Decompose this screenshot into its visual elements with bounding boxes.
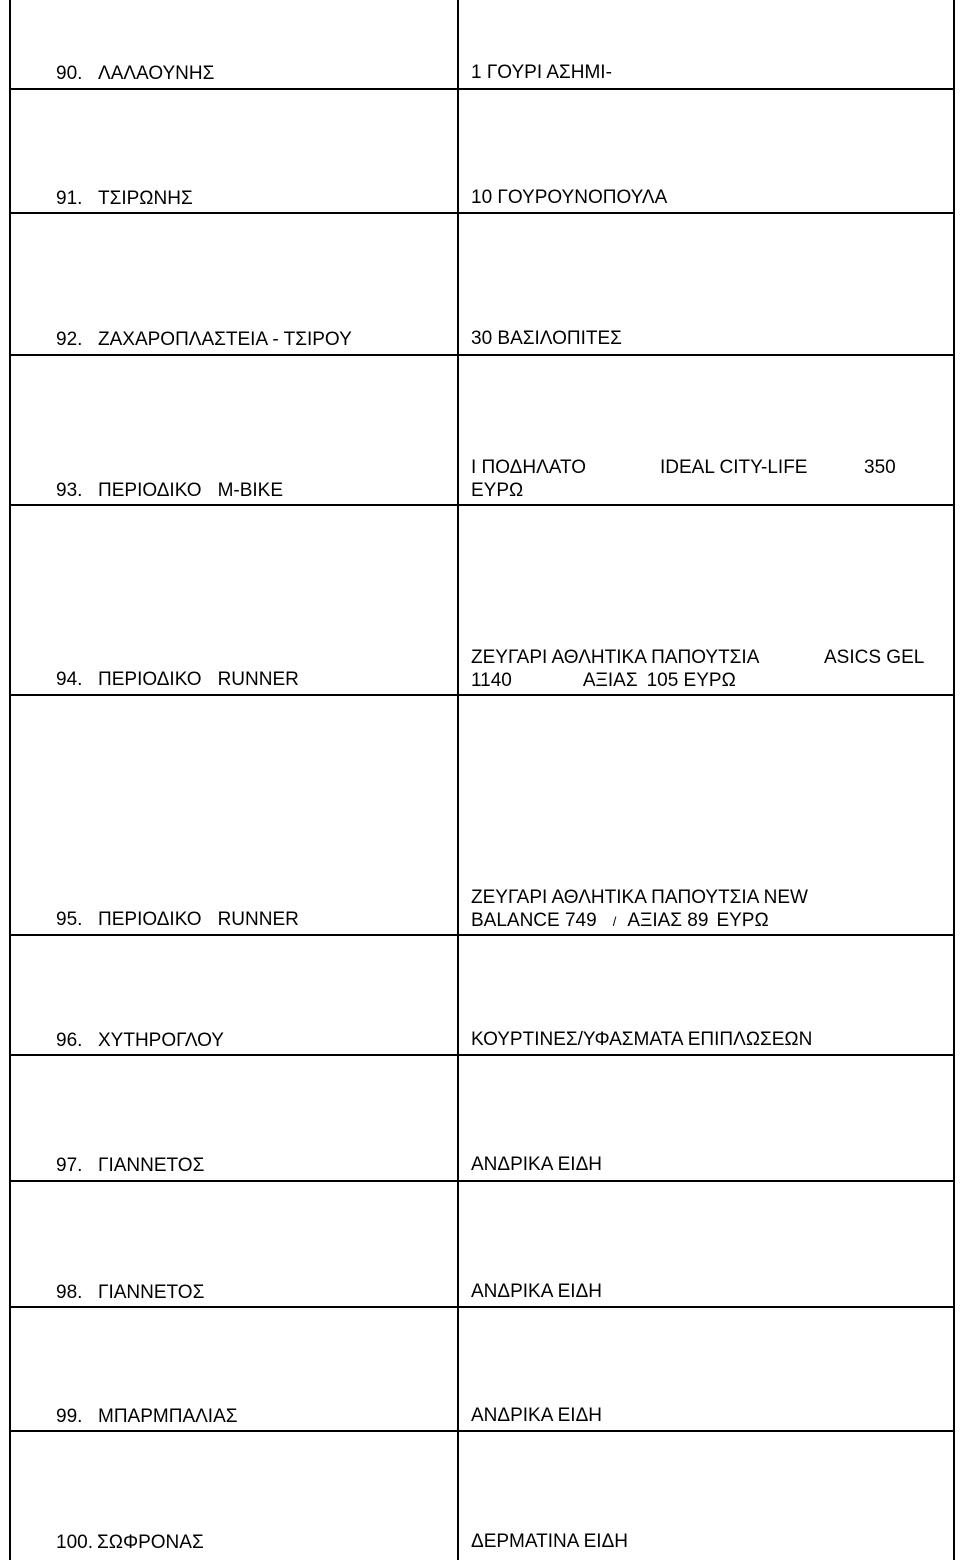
row-divider [9,1430,955,1432]
donor-name: ΧΥΤΗΡΟΓΛΟΥ [98,1030,224,1051]
donor-name [98,909,299,931]
donor-name-part: ΠΕΡΙΟΔΙΚΟ [98,669,202,690]
donation-description: 10 ΓΟΥΡΟΥΝΟΠΟΥΛΑ [471,187,668,208]
donor-name: ΜΠΑΡΜΠΑΛΙΑΣ [98,1406,238,1427]
description-part: BALANCE 749 [471,910,597,931]
description-line-2: ΕΥΡΩ [471,480,524,501]
description-line-2 [471,909,808,933]
table-border-left [9,0,11,1560]
entry-number: 99. [56,1406,83,1427]
donation-description: ΔΕΡΜΑΤΙΝΑ ΕΙΔΗ [471,1531,629,1552]
donation-description: ΚΟΥΡΤΙΝΕΣ/ΥΦΑΣΜΑΤΑ ΕΠΙΠΛΩΣΕΩΝ [471,1029,813,1050]
donation-description: ΑΝΔΡΙΚΑ ΕΙΔΗ [471,1281,602,1302]
donor-name [98,480,283,502]
entry-number: 98. [56,1282,83,1303]
description-part: 1140 [471,670,512,691]
description-part: ASICS GEL [824,647,925,668]
donor-name-part: M-BIKE [217,480,284,501]
description-part: ΑΞΙΑΣ [582,670,638,691]
donor-name-part: ΠΕΡΙΟΔΙΚΟ [98,909,202,930]
donation-description: 30 ΒΑΣΙΛΟΠΙΤΕΣ [471,328,622,349]
row-divider [9,504,955,506]
donor-name-part: RUNNER [217,669,299,690]
description-part: ΕΥΡΩ [716,910,769,931]
donor-name: ΖΑΧΑΡΟΠΛΑΣΤΕΙΑ - ΤΣΙΡΟΥ [98,329,352,350]
row-divider [9,212,955,214]
entry-number: 92. [56,329,83,350]
donor-name: ΓΙΑΝΝΕΤΟΣ [98,1155,205,1176]
donor-name: ΛΑΛΑΟΥΝΗΣ [98,63,215,84]
donor-name-part: RUNNER [217,909,299,930]
row-divider [9,694,955,696]
description-part: / [612,914,617,929]
table-border-middle [457,0,459,1560]
donation-description [471,886,808,933]
description-part: ΑΞΙΑΣ 89 [627,910,709,931]
row-divider [9,1054,955,1056]
row-divider [9,354,955,356]
description-part: ΖΕΥΓΑΡΙ ΑΘΛΗΤΙΚΑ ΠΑΠΟΥΤΣΙΑ [471,647,760,668]
entry-number: 95. [56,909,83,930]
entry-number: 93. [56,480,83,501]
donor-name-part: ΠΕΡΙΟΔΙΚΟ [98,480,202,501]
entry-number: 91. [56,188,83,209]
donation-description: ΑΝΔΡΙΚΑ ΕΙΔΗ [471,1154,602,1175]
entry-number: 96. [56,1030,83,1051]
description-line-1: ΖΕΥΓΑΡΙ ΑΘΛΗΤΙΚΑ ΠΑΠΟΥΤΣΙΑ NEW [471,887,808,908]
donor-name: ΣΩΦΡΟΝΑΣ [97,1532,204,1553]
donor-name: ΤΣΙΡΩΝΗΣ [98,188,193,209]
description-part: 105 ΕΥΡΩ [646,670,736,691]
description-part: Ι ΠΟΔΗΛΑΤΟ [471,457,587,478]
row-divider [9,1306,955,1308]
row-divider [9,88,955,90]
donation-description [471,646,925,692]
donor-name [98,669,299,691]
row-divider [9,934,955,936]
description-part: IDEAL CITY-LIFE [660,457,808,478]
entry-number: 90. [56,63,83,84]
description-part: 350 [864,457,896,478]
description-line-2 [471,669,759,692]
donor-name: ΓΙΑΝΝΕΤΟΣ [98,1282,205,1303]
donation-description: ΑΝΔΡΙΚΑ ΕΙΔΗ [471,1405,602,1426]
donation-description [471,456,896,502]
entry-number: 97. [56,1155,83,1176]
entry-number: 94. [56,669,83,690]
donation-description: 1 ΓΟΥΡΙ ΑΣΗΜΙ- [471,62,612,83]
table-border-right [953,0,955,1560]
entry-number: 100. [56,1532,93,1553]
row-divider [9,1180,955,1182]
